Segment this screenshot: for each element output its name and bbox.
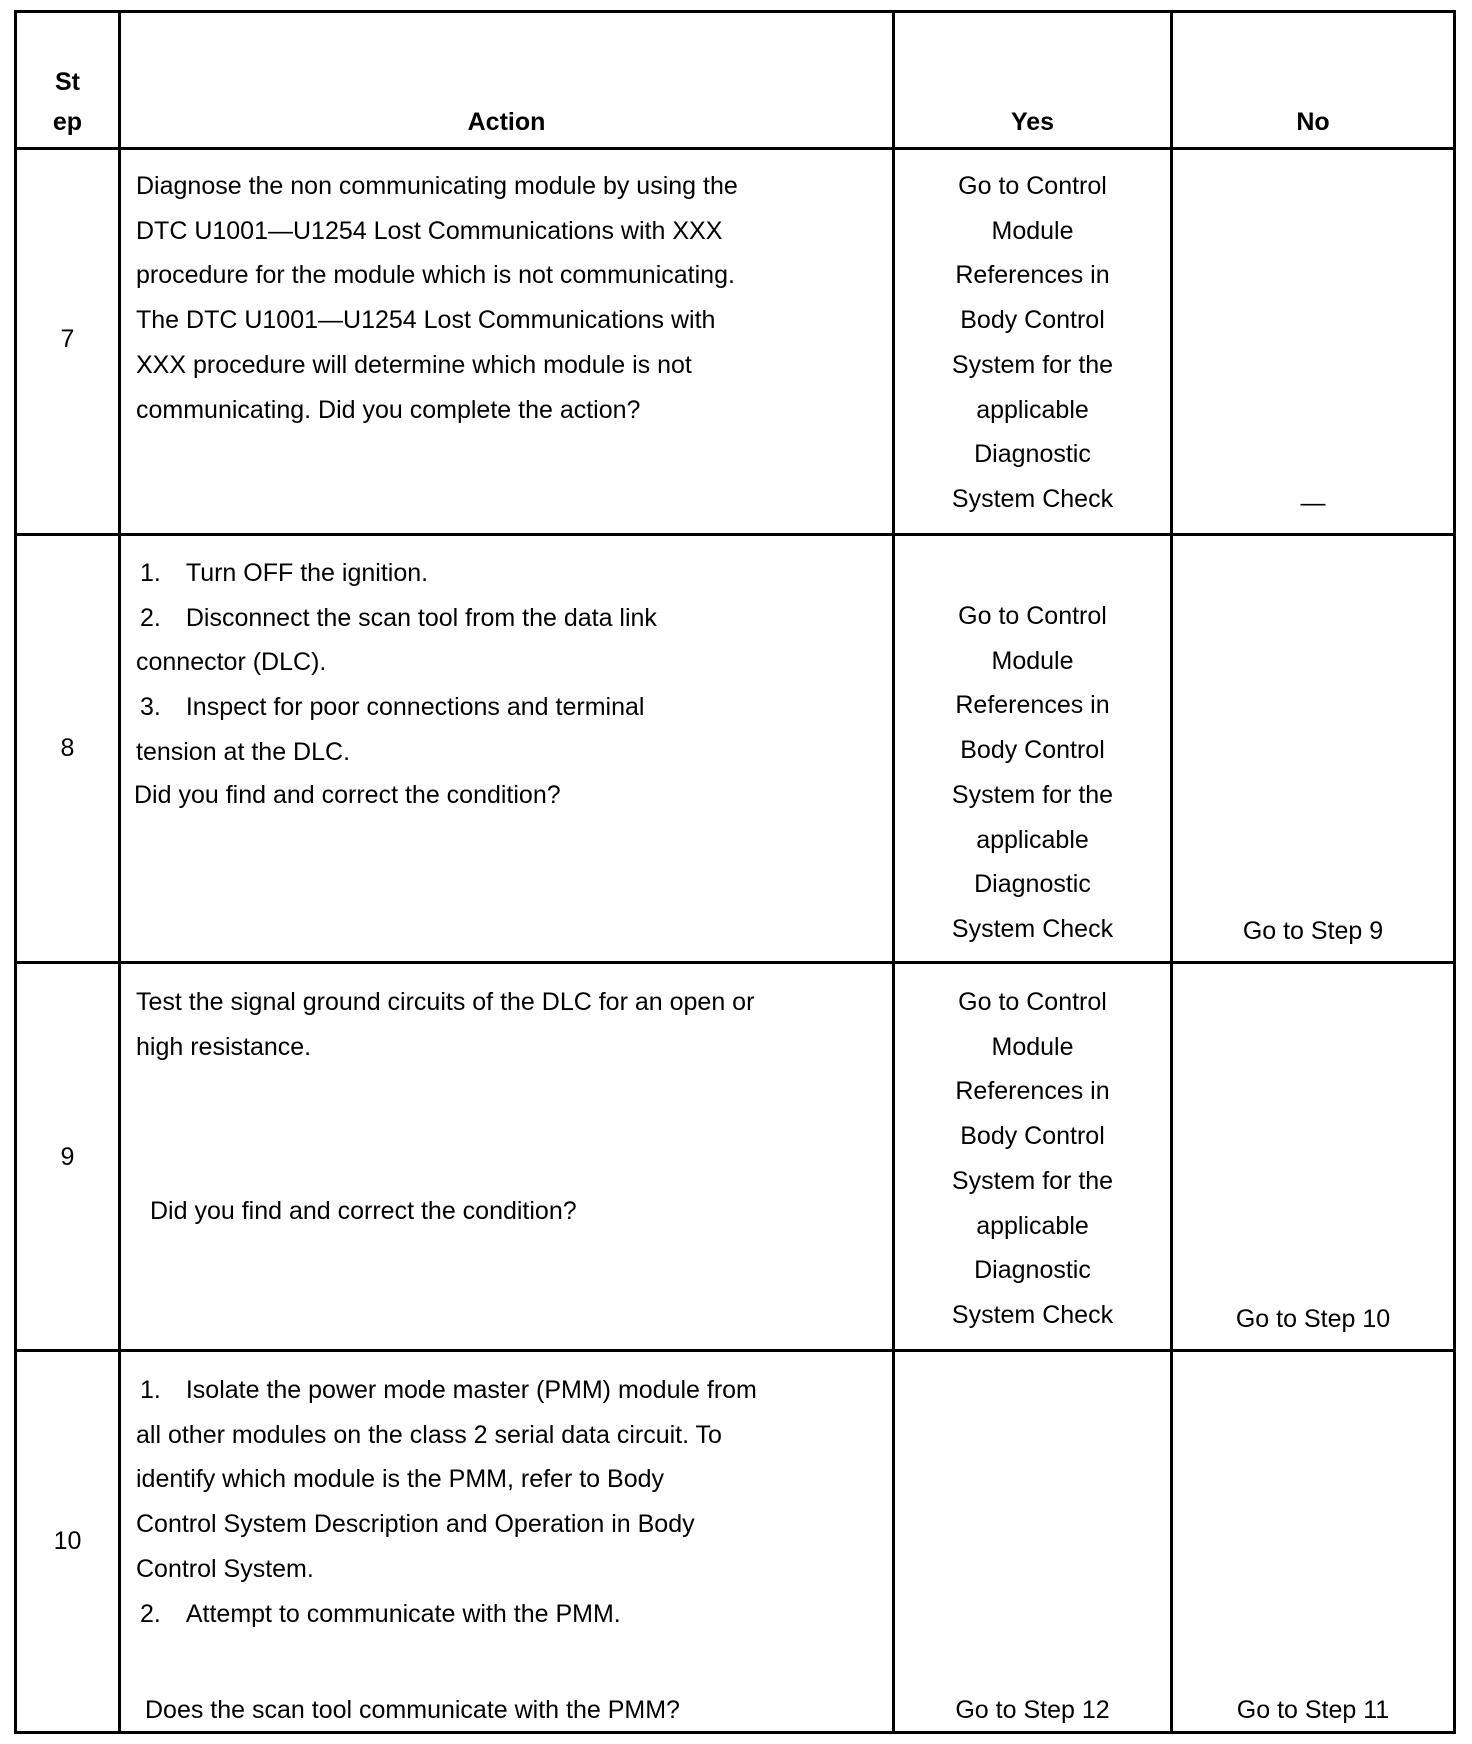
yes-line: Diagnostic: [974, 440, 1091, 469]
diagnostic-table: [14, 10, 1456, 1734]
header-step: [17, 62, 118, 142]
table-border-top: [14, 10, 1456, 13]
step-number: 8: [60, 734, 75, 762]
action-line-part: communicating.: [136, 395, 312, 424]
column-divider: [1170, 10, 1173, 1734]
yes-result: [895, 980, 1170, 1338]
yes-line: References in: [955, 261, 1110, 290]
action-question: Did you find and correct the condition?: [134, 780, 561, 809]
action-line: Control System Description and Operation in Body: [136, 1510, 695, 1539]
table-border-bottom: [14, 1731, 1456, 1734]
action-question: Did you complete the action?: [318, 395, 641, 424]
yes-line: Module: [991, 646, 1074, 675]
table-border-right: [1453, 10, 1456, 1734]
header-step-line2: ep: [52, 108, 83, 136]
yes-line: References in: [955, 691, 1110, 720]
action-line: 3. Inspect for poor connections and terminal: [140, 693, 645, 722]
yes-line: Go to Control: [958, 988, 1107, 1016]
header-step-line1: St: [55, 68, 80, 96]
yes-line: System for the: [951, 350, 1114, 379]
header-yes: Yes: [1010, 108, 1055, 136]
yes-result: [895, 164, 1170, 522]
yes-line: Diagnostic: [974, 1256, 1091, 1285]
yes-line: Go to Control: [958, 172, 1107, 200]
action-line: 2. Attempt to communicate with the PMM.: [140, 1599, 621, 1628]
header-action: Action: [467, 108, 546, 136]
action-line: XXX procedure will determine which module is not: [136, 350, 692, 379]
action-line: all other modules on the class 2 serial data circuit. To: [136, 1420, 722, 1449]
action-line: high resistance.: [136, 1032, 312, 1061]
action-question: Does the scan tool communicate with the PMM?: [145, 1696, 680, 1724]
yes-result: Go to Step 12: [955, 1696, 1110, 1724]
yes-line: System for the: [951, 780, 1114, 809]
yes-line: References in: [955, 1077, 1110, 1106]
action-line: Test the signal ground circuits of the DLC for an open or: [136, 988, 755, 1016]
yes-line: Module: [991, 216, 1074, 245]
action-line: identify which module is the PMM, refer to Body: [136, 1465, 665, 1494]
action-line: 2. Disconnect the scan tool from the data link: [140, 603, 657, 632]
yes-line: applicable: [976, 825, 1089, 854]
action-text: [136, 980, 754, 1069]
yes-result: [895, 594, 1170, 952]
step-number: 9: [60, 1143, 75, 1171]
action-text: [136, 164, 738, 432]
table-border-left: [14, 10, 17, 1734]
step-number: 7: [60, 325, 75, 353]
yes-line: applicable: [976, 395, 1089, 424]
yes-line: System for the: [951, 1166, 1114, 1195]
no-result: Go to Step 9: [1242, 917, 1384, 945]
row-divider: [14, 533, 1456, 536]
action-line: 1. Turn OFF the ignition.: [140, 559, 429, 587]
header-no: No: [1296, 108, 1330, 136]
action-question: Did you find and correct the condition?: [150, 1197, 577, 1225]
action-line: Control System.: [136, 1554, 314, 1583]
yes-line: Module: [991, 1032, 1074, 1061]
step-number: 10: [53, 1527, 82, 1555]
yes-line: System Check: [951, 1300, 1114, 1329]
action-line: [136, 388, 738, 433]
action-line: Diagnose the non communicating module by using the: [136, 172, 738, 200]
no-result: —: [1300, 489, 1326, 517]
yes-line: System Check: [951, 484, 1114, 513]
action-line: The DTC U1001—U1254 Lost Communications with: [136, 306, 716, 335]
no-result: Go to Step 11: [1236, 1696, 1390, 1724]
yes-line: Diagnostic: [974, 870, 1091, 899]
yes-line: applicable: [976, 1211, 1089, 1240]
row-divider: [14, 1349, 1456, 1352]
action-text: [136, 551, 657, 815]
action-line: procedure for the module which is not communicating.: [136, 261, 735, 290]
no-result: Go to Step 10: [1235, 1305, 1391, 1333]
yes-line: Body Control: [960, 306, 1105, 335]
action-line: DTC U1001—U1254 Lost Communications with XXX: [136, 216, 723, 245]
header-divider: [14, 147, 1456, 150]
action-line: tension at the DLC.: [136, 737, 351, 766]
action-line: 1. Isolate the power mode master (PMM) module from: [140, 1376, 757, 1404]
column-divider: [118, 10, 121, 1734]
yes-line: Go to Control: [958, 602, 1107, 630]
action-line: connector (DLC).: [136, 648, 327, 677]
row-divider: [14, 961, 1456, 964]
action-text: [136, 1368, 757, 1636]
yes-line: Body Control: [960, 736, 1105, 765]
yes-line: System Check: [951, 914, 1114, 943]
yes-line: Body Control: [960, 1122, 1105, 1151]
